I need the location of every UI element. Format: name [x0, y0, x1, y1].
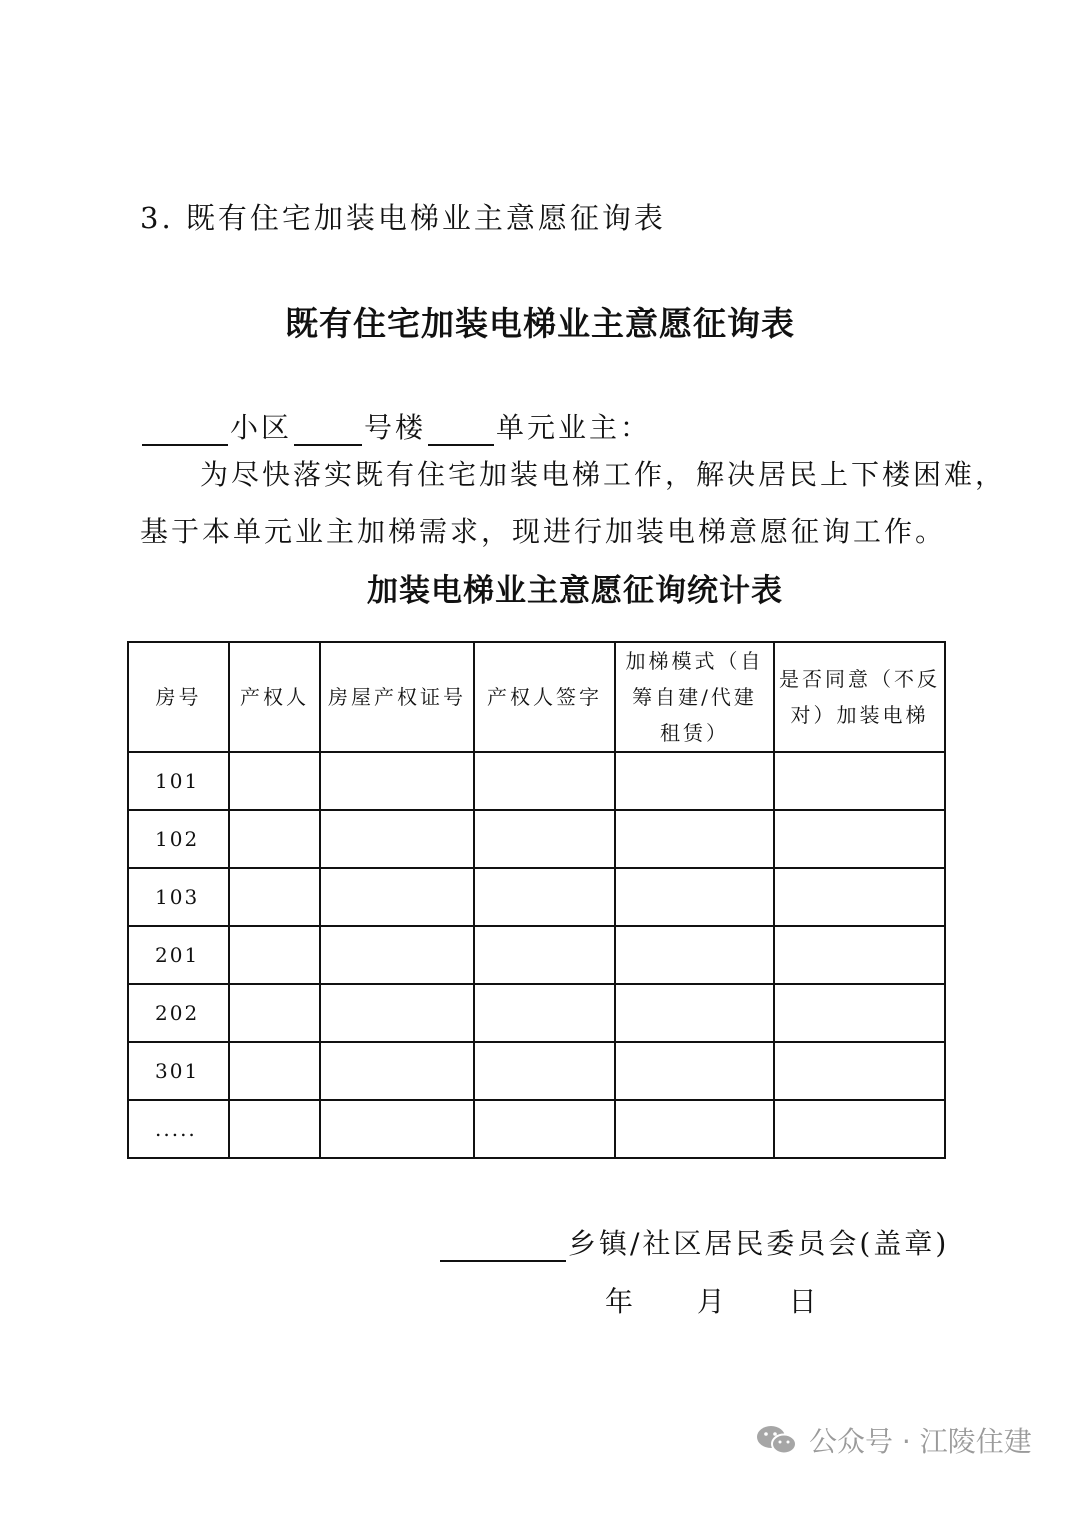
blank-cell[interactable] — [320, 1042, 474, 1100]
room-number-cell: 101 — [128, 752, 229, 810]
blank-cell[interactable] — [320, 926, 474, 984]
community-blank[interactable] — [142, 414, 228, 446]
table-row — [128, 1100, 945, 1158]
room-number-cell: 201 — [128, 926, 229, 984]
blank-cell[interactable] — [615, 984, 774, 1042]
blank-cell[interactable] — [774, 926, 945, 984]
consent-header — [774, 642, 945, 752]
table-row — [128, 810, 945, 868]
blank-cell[interactable] — [774, 1100, 945, 1158]
unit-suffix: 单元业主： — [496, 411, 652, 444]
blank-cell[interactable] — [320, 752, 474, 810]
header-line: 租赁） — [660, 721, 729, 745]
blank-cell[interactable] — [615, 1100, 774, 1158]
form-title: 既有住宅加装电梯业主意愿征询表 — [285, 304, 795, 343]
blank-cell[interactable] — [229, 810, 320, 868]
blank-cell[interactable] — [474, 1100, 615, 1158]
section-heading: 3. 既有住宅加装电梯业主意愿征询表 — [140, 201, 666, 235]
header-line: 筹自建/代建 — [632, 685, 757, 709]
blank-cell[interactable] — [474, 810, 615, 868]
stamp-text: 乡镇/社区居民委员会(盖章) — [568, 1227, 950, 1260]
blank-cell[interactable] — [774, 1042, 945, 1100]
room-number-cell: 301 — [128, 1042, 229, 1100]
date-line — [605, 1280, 817, 1320]
unit-blank[interactable] — [428, 414, 494, 446]
install-mode-header — [615, 642, 774, 752]
blank-cell[interactable] — [474, 752, 615, 810]
blank-cell[interactable] — [615, 926, 774, 984]
building-suffix: 号楼 — [364, 411, 427, 444]
table-row — [128, 984, 945, 1042]
certificate-number-header — [320, 642, 474, 752]
table-row — [128, 752, 945, 810]
intro-paragraph-line-2: 基于本单元业主加梯需求，现进行加装电梯意愿征询工作。 — [140, 515, 947, 548]
township-blank[interactable] — [440, 1230, 566, 1262]
table-title: 加装电梯业主意愿征询统计表 — [367, 573, 783, 609]
blank-cell[interactable] — [474, 1042, 615, 1100]
address-line — [140, 406, 651, 446]
header-line: 房号 — [155, 685, 202, 709]
header-line: 加梯模式（自 — [625, 649, 764, 673]
header-line: 产权人 — [240, 685, 309, 709]
survey-table — [127, 641, 946, 1159]
watermark-text: 公众号 · 江陵住建 — [809, 1425, 1032, 1458]
blank-cell[interactable] — [474, 926, 615, 984]
blank-cell[interactable] — [474, 984, 615, 1042]
blank-cell[interactable] — [229, 868, 320, 926]
blank-cell[interactable] — [774, 868, 945, 926]
blank-cell[interactable] — [615, 752, 774, 810]
blank-cell[interactable] — [229, 984, 320, 1042]
header-line: 是否同意（不反 — [779, 667, 940, 691]
blank-cell[interactable] — [615, 868, 774, 926]
blank-cell[interactable] — [320, 810, 474, 868]
header-line: 对）加装电梯 — [790, 703, 929, 727]
building-blank[interactable] — [294, 414, 362, 446]
owner-header — [229, 642, 320, 752]
watermark — [755, 1420, 1032, 1460]
blank-cell[interactable] — [774, 984, 945, 1042]
room-number-cell: ..... — [128, 1100, 229, 1158]
room-number-cell: 102 — [128, 810, 229, 868]
wechat-icon — [755, 1423, 799, 1457]
blank-cell[interactable] — [229, 1100, 320, 1158]
room-number-cell: 103 — [128, 868, 229, 926]
blank-cell[interactable] — [320, 1100, 474, 1158]
blank-cell[interactable] — [774, 752, 945, 810]
blank-cell[interactable] — [320, 984, 474, 1042]
owner-signature-header — [474, 642, 615, 752]
blank-cell[interactable] — [615, 1042, 774, 1100]
header-line: 产权人签字 — [487, 685, 602, 709]
room-number-cell: 202 — [128, 984, 229, 1042]
blank-cell[interactable] — [229, 752, 320, 810]
table-header-row — [128, 642, 945, 752]
blank-cell[interactable] — [229, 1042, 320, 1100]
blank-cell[interactable] — [774, 810, 945, 868]
blank-cell[interactable] — [474, 868, 615, 926]
day-label: 日 — [788, 1285, 817, 1318]
room-number-header — [128, 642, 229, 752]
intro-paragraph-line-1: 为尽快落实既有住宅加装电梯工作，解决居民上下楼困难， — [200, 458, 1007, 491]
stamp-line — [438, 1222, 949, 1262]
blank-cell[interactable] — [229, 926, 320, 984]
month-label: 月 — [696, 1285, 725, 1318]
blank-cell[interactable] — [320, 868, 474, 926]
header-line: 房屋产权证号 — [328, 685, 466, 709]
blank-cell[interactable] — [615, 810, 774, 868]
table-row — [128, 926, 945, 984]
year-label: 年 — [605, 1285, 634, 1318]
table-row — [128, 1042, 945, 1100]
community-suffix: 小区 — [230, 411, 293, 444]
table-row — [128, 868, 945, 926]
